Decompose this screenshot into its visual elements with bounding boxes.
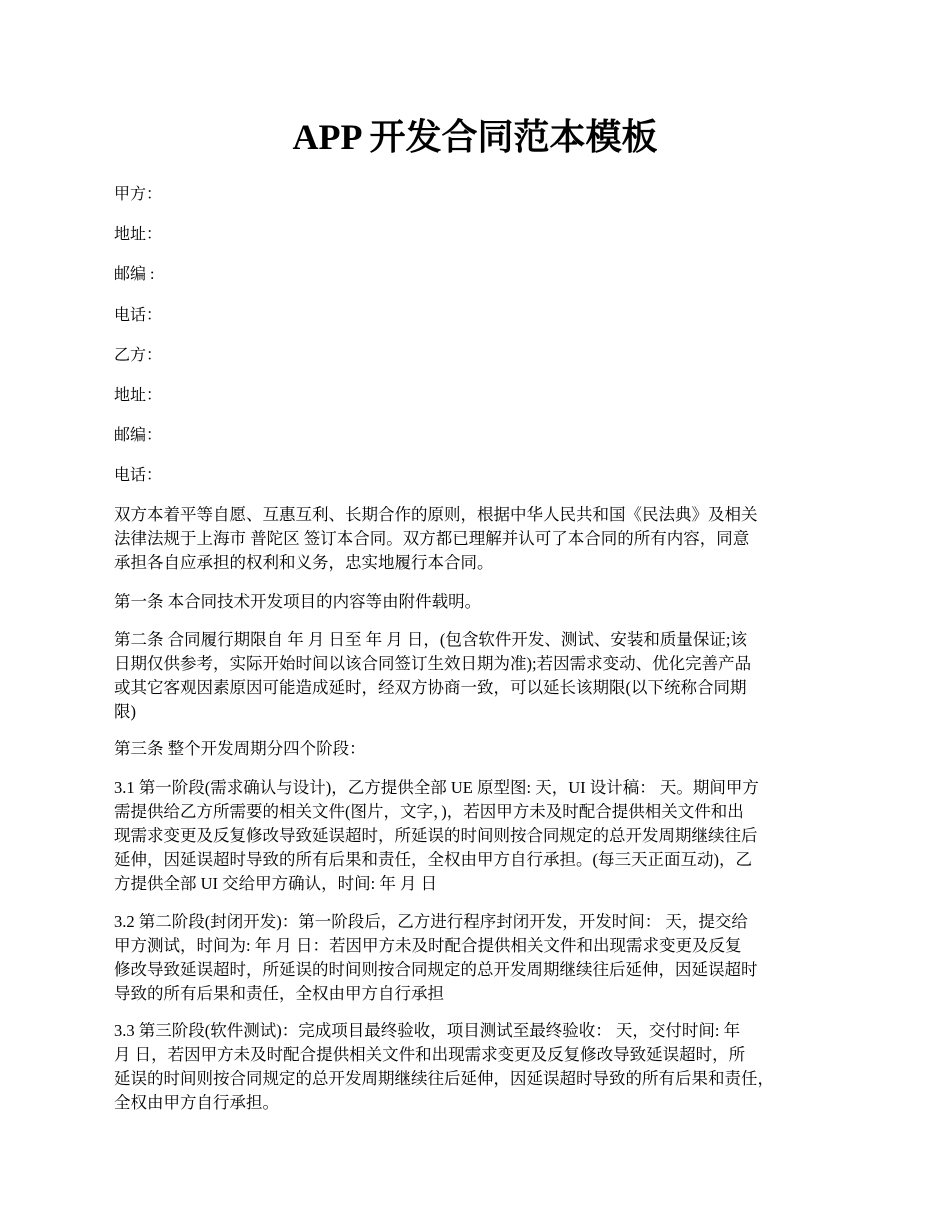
party-a-phone-label: 电话： — [114, 307, 163, 324]
paragraph-line: 延伸，因延误超时导致的所有后果和责任，全权由甲方自行承担。(每三天正面互动)，乙 — [114, 850, 752, 869]
paragraph-line: 承担各自应承担的权利和义务，忠实地履行本合同。 — [114, 553, 494, 572]
preamble-paragraph — [114, 503, 846, 575]
paragraph-line: 双方本着平等自愿、互惠互利、长期合作的原则，根据中华人民共和国《民法典》及相关 — [114, 505, 758, 524]
paragraph-line: 限) — [114, 702, 136, 721]
paragraph-line: 日期仅供参考，实际开始时间以该合同签订生效日期为准);若因需求变动、优化完善产品 — [114, 654, 752, 673]
paragraph-line: 方提供全部 UI 交给甲方确认，时间: 年 月 日 — [114, 874, 438, 893]
article-3-paragraph — [114, 737, 846, 761]
party-b-address-label: 地址： — [114, 387, 163, 404]
paragraph-line: 导致的所有后果和责任，全权由甲方自行承担 — [114, 984, 444, 1003]
party-b-postcode-label: 邮编： — [114, 427, 163, 444]
paragraph-line: 现需求变更及反复修改导致延误超时，所延误的时间则按合同规定的总开发周期继续往后 — [114, 826, 758, 845]
article-2-paragraph — [114, 628, 846, 724]
paragraph-line: 3.3 第三阶段(软件测试)：完成项目最终验收，项目测试至最终验收： 天，交付时间: 年 — [114, 1021, 741, 1040]
document-title: APP 开发合同范本模板 — [292, 117, 658, 157]
paragraph-line: 第二条 合同履行期限自 年 月 日至 年 月 日，(包含软件开发、测试、安装和质量保证;该 — [114, 630, 747, 649]
paragraph-line: 3.2 第二阶段(封闭开发)：第一阶段后，乙方进行程序封闭开发，开发时间： 天，提交给 — [114, 912, 748, 931]
party-b-label: 乙方： — [114, 347, 163, 364]
paragraph-line: 第三条 整个开发周期分四个阶段： — [114, 739, 366, 758]
paragraph-line: 修改导致延误超时，所延误的时间则按合同规定的总开发周期继续往后延伸，因延误超时 — [114, 960, 758, 979]
paragraph-line: 法律法规于上海市 普陀区 签订本合同。双方都已理解并认可了本合同的所有内容，同意 — [114, 529, 750, 548]
section-3-1-paragraph — [114, 776, 846, 896]
party-a-postcode-label: 邮编 : — [114, 266, 155, 283]
section-3-3-paragraph — [114, 1019, 846, 1115]
party-a-address-label: 地址： — [114, 226, 163, 243]
paragraph-line: 需提供给乙方所需要的相关文件(图片，文字，)，若因甲方未及时配合提供相关文件和出 — [114, 802, 744, 821]
paragraph-line: 全权由甲方自行承担。 — [114, 1093, 279, 1112]
paragraph-line: 或其它客观因素原因可能造成延时，经双方协商一致，可以延长该期限(以下统称合同期 — [114, 678, 747, 697]
paragraph-line: 3.1 第一阶段(需求确认与设计)，乙方提供全部 UE 原型图: 天，UI 设计稿： 天。期间甲方 — [114, 778, 759, 797]
paragraph-line: 延误的时间则按合同规定的总开发周期继续往后延伸，因延误超时导致的所有后果和责任， — [114, 1069, 774, 1088]
paragraph-line: 甲方测试，时间为: 年 月 日：若因甲方未及时配合提供相关文件和出现需求变更及反复 — [114, 936, 742, 955]
paragraph-line: 月 日，若因甲方未及时配合提供相关文件和出现需求变更及反复修改导致延误超时，所 — [114, 1045, 746, 1064]
paragraph-line: 第一条 本合同技术开发项目的内容等由附件载明。 — [114, 592, 482, 611]
article-1-paragraph — [114, 590, 846, 614]
party-b-phone-label: 电话： — [114, 467, 163, 484]
section-3-2-paragraph — [114, 910, 846, 1006]
party-a-label: 甲方： — [114, 186, 163, 203]
